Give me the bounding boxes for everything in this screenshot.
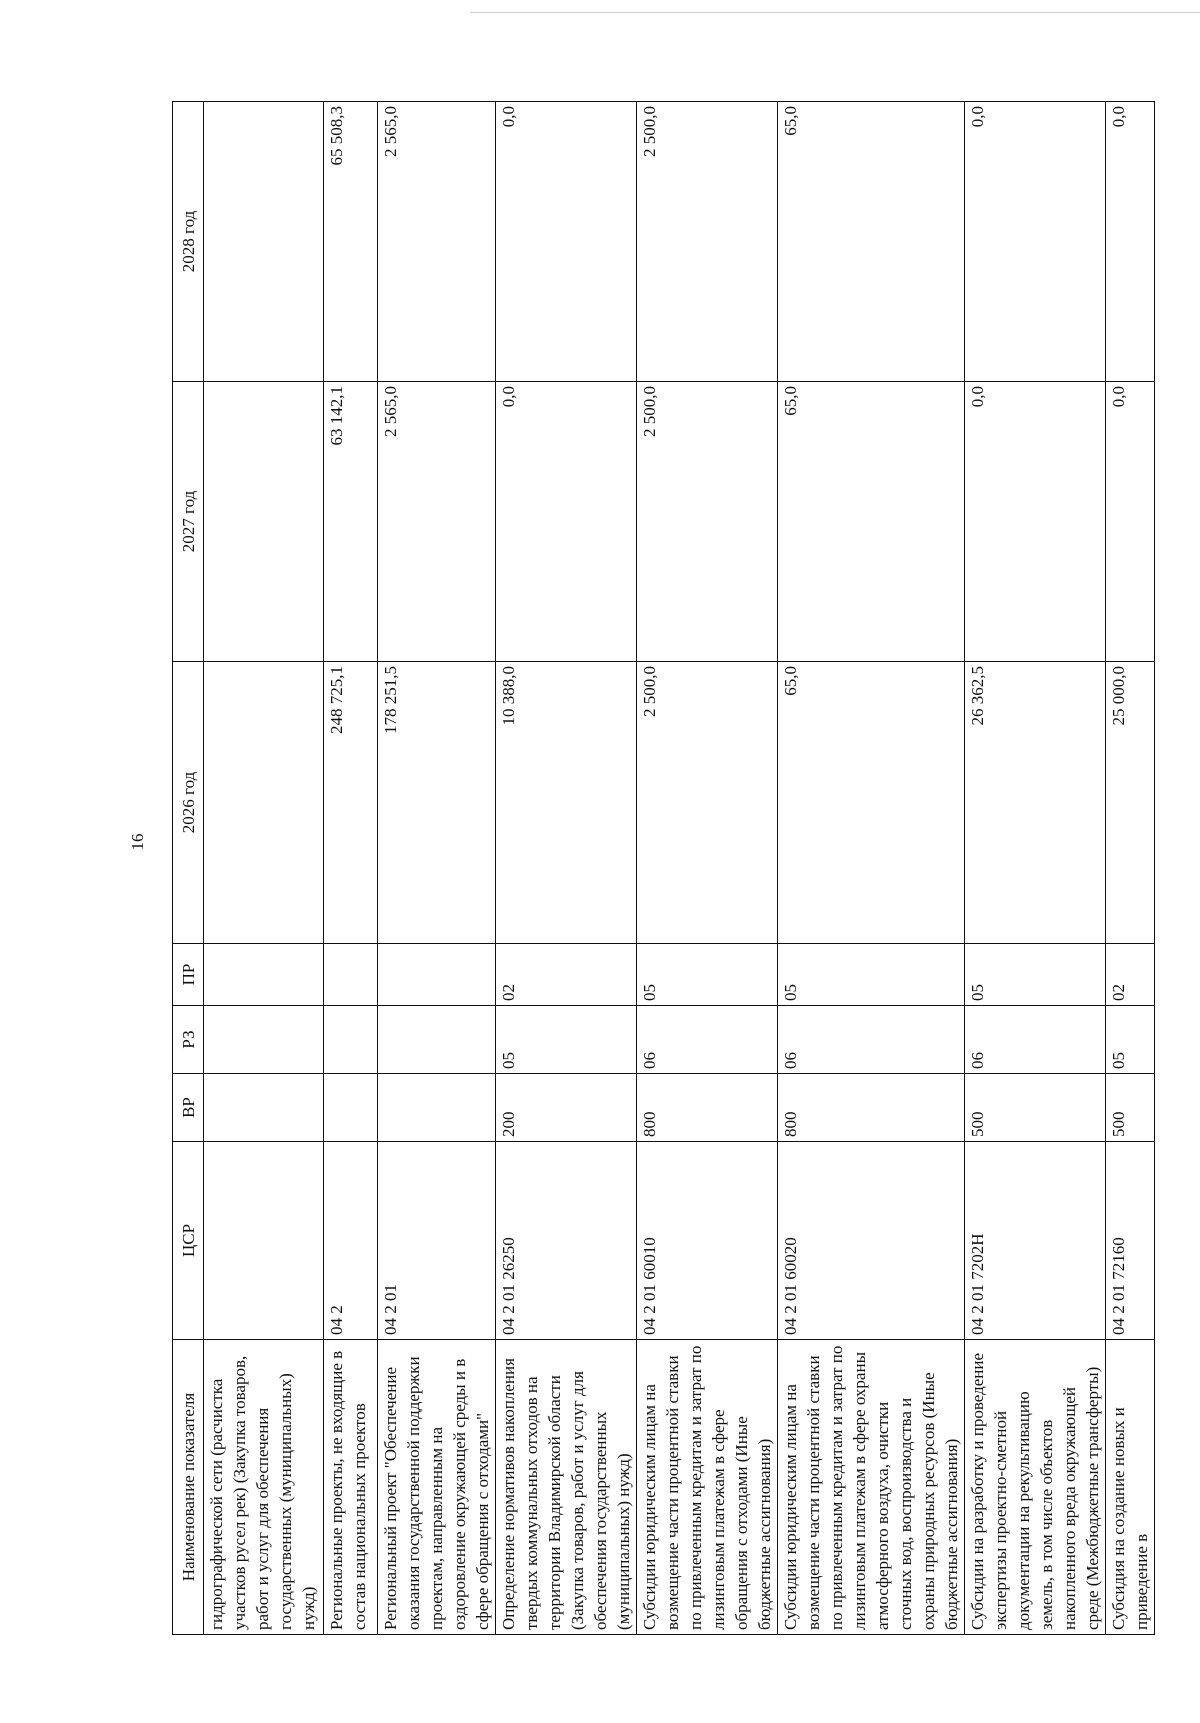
cell-pr: 05 xyxy=(637,944,778,1006)
cell-pr xyxy=(324,944,378,1006)
cell-name: Субсидия на создание новых и приведение в xyxy=(1106,1340,1155,1635)
cell-2027: 2 500,0 xyxy=(637,382,778,662)
cell-2026: 25 000,0 xyxy=(1106,662,1155,944)
cell-name: Региональный проект "Обеспечение оказания государственной поддержки проектам, направленным на оздоровление окружающей среды и в сфере обращения с отходами" xyxy=(378,1340,496,1635)
budget-table-rotated xyxy=(172,102,1151,1635)
cell-name: Региональные проекты, не входящие в состав национальных проектов xyxy=(324,1340,378,1635)
budget-table xyxy=(172,101,1155,1635)
cell-csr: 04 2 01 xyxy=(378,1142,496,1340)
cell-2028: 0,0 xyxy=(496,102,637,382)
cell-2028: 2 500,0 xyxy=(637,102,778,382)
cell-2027 xyxy=(204,382,324,662)
cell-2028: 2 565,0 xyxy=(378,102,496,382)
cell-2027: 63 142,1 xyxy=(324,382,378,662)
cell-rz xyxy=(378,1006,496,1074)
header-rz: РЗ xyxy=(173,1006,204,1074)
cell-vr xyxy=(378,1074,496,1142)
cell-pr: 05 xyxy=(778,944,965,1006)
cell-rz: 05 xyxy=(496,1006,637,1074)
cell-rz: 06 xyxy=(637,1006,778,1074)
cell-2027: 2 565,0 xyxy=(378,382,496,662)
header-name: Наименование показателя xyxy=(173,1340,204,1635)
cell-rz: 06 xyxy=(778,1006,965,1074)
cell-2028: 0,0 xyxy=(965,102,1106,382)
cell-2027: 0,0 xyxy=(1106,382,1155,662)
cell-name: Определение нормативов накопления твердых коммунальных отходов на территории Владимирской области (Закупка товаров, работ и услуг для обеспечения государственных (муниципальных) нужд) xyxy=(496,1340,637,1635)
table-row xyxy=(496,102,637,1635)
cell-vr: 200 xyxy=(496,1074,637,1142)
cell-csr: 04 2 01 7202Н xyxy=(965,1142,1106,1340)
table-row xyxy=(1106,102,1155,1635)
header-vr: ВР xyxy=(173,1074,204,1142)
cell-2028: 65 508,3 xyxy=(324,102,378,382)
table-header-row xyxy=(173,102,204,1635)
cell-2028: 0,0 xyxy=(1106,102,1155,382)
cell-rz xyxy=(324,1006,378,1074)
cell-pr xyxy=(378,944,496,1006)
cell-rz: 06 xyxy=(965,1006,1106,1074)
cell-2026: 2 500,0 xyxy=(637,662,778,944)
cell-2027: 0,0 xyxy=(496,382,637,662)
cell-name: гидрографической сети (расчистка участков русел рек) (Закупка товаров, работ и услуг для обеспечения государственных (муниципальных) нужд) xyxy=(204,1340,324,1635)
cell-vr: 500 xyxy=(1106,1074,1155,1142)
cell-csr: 04 2 01 60010 xyxy=(637,1142,778,1340)
table-row xyxy=(378,102,496,1635)
cell-rz xyxy=(204,1006,324,1074)
cell-pr xyxy=(204,944,324,1006)
cell-2027: 65,0 xyxy=(778,382,965,662)
header-csr: ЦСР xyxy=(173,1142,204,1340)
cell-vr xyxy=(324,1074,378,1142)
cell-2028: 65,0 xyxy=(778,102,965,382)
cell-2026: 65,0 xyxy=(778,662,965,944)
cell-2027: 0,0 xyxy=(965,382,1106,662)
cell-vr: 800 xyxy=(637,1074,778,1142)
header-2027: 2027 год xyxy=(173,382,204,662)
cell-2026: 26 362,5 xyxy=(965,662,1106,944)
cell-csr: 04 2 01 60020 xyxy=(778,1142,965,1340)
cell-vr: 500 xyxy=(965,1074,1106,1142)
table-row xyxy=(324,102,378,1635)
cell-name: Субсидии на разработку и проведение экспертизы проектно-сметной документации на рекультивацию земель, в том числе объектов накопленного вреда окружающей среде (Межбюджетные трансферты) xyxy=(965,1340,1106,1635)
header-2026: 2026 год xyxy=(173,662,204,944)
cell-pr: 02 xyxy=(496,944,637,1006)
cell-rz: 05 xyxy=(1106,1006,1155,1074)
cell-name: Субсидии юридическим лицам на возмещение части процентной ставки по привлеченным кредитам и затрат по лизинговым платежам в сфере обращения с отходами (Иные бюджетные ассигнования) xyxy=(637,1340,778,1635)
cell-csr: 04 2 01 26250 xyxy=(496,1142,637,1340)
cell-vr xyxy=(204,1074,324,1142)
table-row xyxy=(204,102,324,1635)
cell-2026: 248 725,1 xyxy=(324,662,378,944)
cell-2026 xyxy=(204,662,324,944)
table-row xyxy=(778,102,965,1635)
scan-edge-line xyxy=(470,12,1200,13)
cell-csr: 04 2 01 72160 xyxy=(1106,1142,1155,1340)
cell-name: Субсидии юридическим лицам на возмещение части процентной ставки по привлеченным кредитам и затрат по лизинговым платежам в сфере охраны атмосферного воздуха, очистки сточных вод, воспроизводства и охраны природных ресурсов (Иные бюджетные ассигнования) xyxy=(778,1340,965,1635)
cell-pr: 02 xyxy=(1106,944,1155,1006)
cell-pr: 05 xyxy=(965,944,1106,1006)
table-row xyxy=(965,102,1106,1635)
page-number: 16 xyxy=(128,833,147,851)
table-row xyxy=(637,102,778,1635)
cell-csr: 04 2 xyxy=(324,1142,378,1340)
cell-vr: 800 xyxy=(778,1074,965,1142)
cell-2028 xyxy=(204,102,324,382)
header-pr: ПР xyxy=(173,944,204,1006)
cell-2026: 10 388,0 xyxy=(496,662,637,944)
cell-csr xyxy=(204,1142,324,1340)
header-2028: 2028 год xyxy=(173,102,204,382)
cell-2026: 178 251,5 xyxy=(378,662,496,944)
